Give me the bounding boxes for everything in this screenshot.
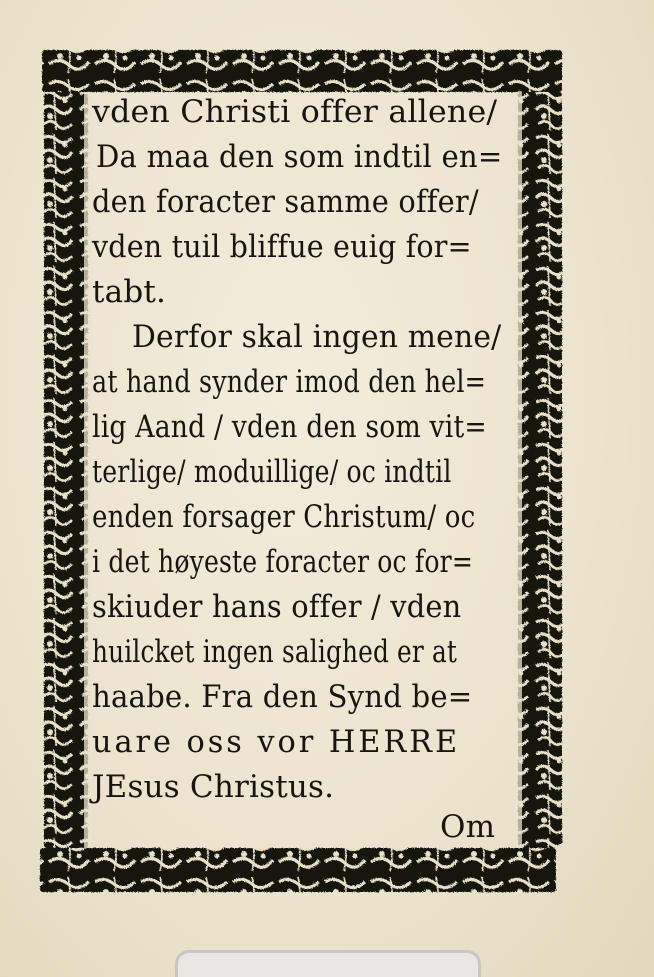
text-line: den foracter samme offer/ bbox=[92, 184, 479, 220]
text-line: tabt. bbox=[92, 274, 167, 310]
text-line: Derfor skal ingen mene/ bbox=[132, 319, 502, 355]
text-line: enden forsager Christum/ oc bbox=[92, 499, 476, 535]
scanner-clip bbox=[175, 950, 481, 977]
text-line: terlige/ moduillige/ oc indtil bbox=[92, 454, 452, 490]
text-line: huilcket ingen salighed er at bbox=[92, 634, 458, 670]
text-line: JEsus Christus. bbox=[92, 769, 335, 805]
text-line: vden Christi offer allene/ bbox=[92, 94, 498, 130]
text-line: skiuder hans offer / vden bbox=[92, 589, 462, 625]
text-line: vden tuil bliffue euig for= bbox=[92, 229, 472, 265]
catchword: Om bbox=[440, 809, 496, 845]
text-line: uare oss vor HERRE bbox=[92, 724, 461, 760]
text-line: at hand synder imod den hel= bbox=[92, 364, 487, 400]
text-line: lig Aand / vden den som vit= bbox=[92, 409, 487, 445]
text-line: i det høyeste foracter oc for= bbox=[92, 544, 474, 580]
text-line: Da maa den som indtil en= bbox=[96, 139, 503, 175]
text-line: haabe. Fra den Synd be= bbox=[92, 679, 473, 715]
